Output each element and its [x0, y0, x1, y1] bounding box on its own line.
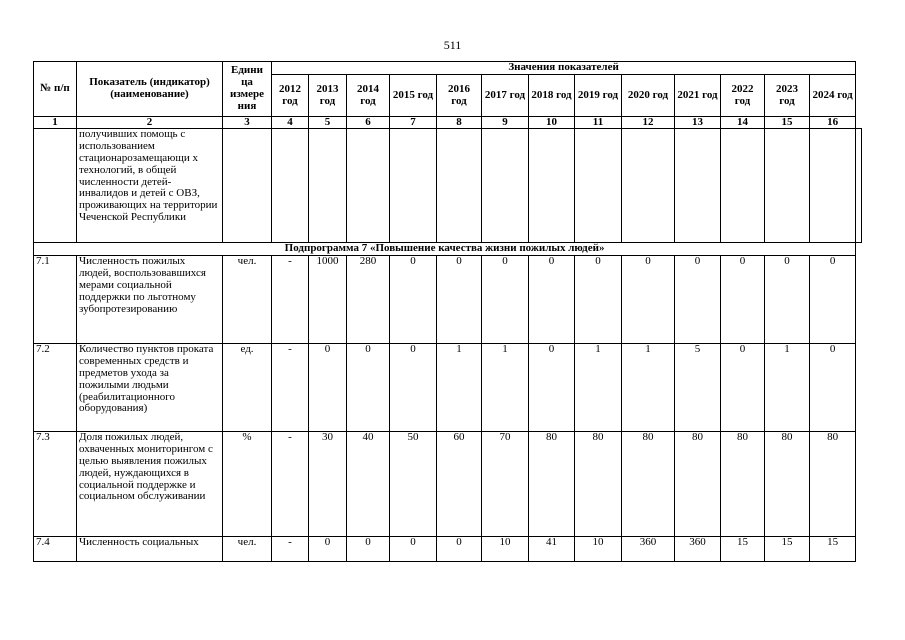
value-cell — [622, 129, 675, 243]
value-cell — [309, 129, 347, 243]
col-header-year: 2013 год — [309, 75, 347, 117]
value-cell: 10 — [482, 537, 529, 562]
table-row — [34, 537, 862, 562]
row-number: 7.1 — [34, 256, 77, 344]
column-index: 5 — [309, 117, 347, 129]
col-header-year: 2021 год — [675, 75, 721, 117]
indicator-name: Численность социальных — [77, 537, 223, 562]
column-index: 12 — [622, 117, 675, 129]
col-header-year: 2018 год — [529, 75, 575, 117]
value-cell: 0 — [437, 537, 482, 562]
col-header-values-group: Значения показателей — [272, 62, 856, 75]
value-cell — [437, 129, 482, 243]
value-cell: - — [272, 344, 309, 432]
value-cell — [856, 129, 862, 243]
col-header-year: 2023 год — [765, 75, 810, 117]
value-cell: 0 — [437, 256, 482, 344]
value-cell: 15 — [810, 537, 856, 562]
indicator-name: Количество пунктов проката современных средств и предметов ухода за пожилыми людьми (реабилитационного оборудования) — [77, 344, 223, 432]
value-cell: 0 — [309, 344, 347, 432]
value-cell: 1 — [575, 344, 622, 432]
subprogram-title: Подпрограмма 7 «Повышение качества жизни пожилых людей» — [34, 243, 856, 256]
value-cell: 0 — [482, 256, 529, 344]
value-cell: 0 — [390, 256, 437, 344]
value-cell: 40 — [347, 432, 390, 537]
value-cell: 70 — [482, 432, 529, 537]
value-cell — [721, 129, 765, 243]
col-header-year: 2019 год — [575, 75, 622, 117]
value-cell: 0 — [347, 344, 390, 432]
col-header-year: 2014 год — [347, 75, 390, 117]
value-cell: 80 — [675, 432, 721, 537]
table-header-row — [34, 62, 862, 75]
value-cell: 60 — [437, 432, 482, 537]
value-cell: 80 — [575, 432, 622, 537]
value-cell: 0 — [390, 537, 437, 562]
value-cell: 0 — [721, 256, 765, 344]
page-number: 511 — [443, 38, 462, 52]
column-index: 15 — [765, 117, 810, 129]
column-index-row — [34, 117, 862, 129]
value-cell: 80 — [529, 432, 575, 537]
row-number: 7.4 — [34, 537, 77, 562]
value-cell: 80 — [622, 432, 675, 537]
unit-cell: ед. — [223, 344, 272, 432]
column-index: 11 — [575, 117, 622, 129]
value-cell: 0 — [309, 537, 347, 562]
column-index: 14 — [721, 117, 765, 129]
table-row — [34, 256, 862, 344]
value-cell — [390, 129, 437, 243]
value-cell: 0 — [810, 344, 856, 432]
col-header-number: № п/п — [34, 62, 77, 117]
value-cell: 15 — [765, 537, 810, 562]
value-cell: 0 — [810, 256, 856, 344]
value-cell: 0 — [765, 256, 810, 344]
value-cell: 360 — [675, 537, 721, 562]
column-index: 7 — [390, 117, 437, 129]
unit-cell — [223, 129, 272, 243]
value-cell: 15 — [721, 537, 765, 562]
subprogram-row — [34, 243, 862, 256]
column-index: 6 — [347, 117, 390, 129]
value-cell — [347, 129, 390, 243]
value-cell: 0 — [390, 344, 437, 432]
value-cell: 80 — [810, 432, 856, 537]
value-cell: 0 — [622, 256, 675, 344]
value-cell: 10 — [575, 537, 622, 562]
value-cell: - — [272, 256, 309, 344]
value-cell: 41 — [529, 537, 575, 562]
value-cell: 5 — [675, 344, 721, 432]
value-cell: - — [272, 537, 309, 562]
value-cell: 80 — [765, 432, 810, 537]
unit-cell: % — [223, 432, 272, 537]
value-cell: 30 — [309, 432, 347, 537]
value-cell: 0 — [675, 256, 721, 344]
row-number: 7.2 — [34, 344, 77, 432]
column-index: 9 — [482, 117, 529, 129]
value-cell — [765, 129, 810, 243]
row-number-cell — [34, 129, 77, 243]
value-cell: 360 — [622, 537, 675, 562]
row-number: 7.3 — [34, 432, 77, 537]
unit-cell: чел. — [223, 256, 272, 344]
value-cell: 80 — [721, 432, 765, 537]
value-cell: 280 — [347, 256, 390, 344]
value-cell: 0 — [347, 537, 390, 562]
value-cell: 0 — [529, 344, 575, 432]
value-cell: 50 — [390, 432, 437, 537]
col-header-year: 2022 год — [721, 75, 765, 117]
value-cell: 0 — [529, 256, 575, 344]
value-cell: 1 — [482, 344, 529, 432]
column-index: 3 — [223, 117, 272, 129]
value-cell — [810, 129, 856, 243]
indicators-table — [33, 61, 862, 562]
indicator-name: Численность пожилых людей, воспользовавшихся мерами социальной поддержки по льготному зубопротезированию — [77, 256, 223, 344]
value-cell: 1 — [437, 344, 482, 432]
col-header-unit: Едини ца измере ния — [223, 62, 272, 117]
table-row-continued — [34, 129, 862, 243]
value-cell — [529, 129, 575, 243]
value-cell — [482, 129, 529, 243]
value-cell: - — [272, 432, 309, 537]
col-header-year: 2024 год — [810, 75, 856, 117]
col-header-indicator: Показатель (индикатор) (наименование) — [77, 62, 223, 117]
column-index: 1 — [34, 117, 77, 129]
indicator-name: Доля пожилых людей, охваченных мониторингом с целью выявления пожилых людей, нуждающихся в социальной поддержке и социальном обслуживании — [77, 432, 223, 537]
value-cell: 0 — [575, 256, 622, 344]
value-cell: 1 — [765, 344, 810, 432]
table-row — [34, 344, 862, 432]
col-header-year: 2012 год — [272, 75, 309, 117]
col-header-year: 2015 год — [390, 75, 437, 117]
value-cell — [675, 129, 721, 243]
column-index: 8 — [437, 117, 482, 129]
column-index: 13 — [675, 117, 721, 129]
value-cell: 0 — [721, 344, 765, 432]
column-index: 2 — [77, 117, 223, 129]
indicator-name-continued: получивших помощь с использованием стационарозамещающи х технологий, в общей численности детей-инвалидов и детей с ОВЗ, проживающих на территории Чеченской Республики — [77, 129, 223, 243]
column-index: 10 — [529, 117, 575, 129]
column-index: 4 — [272, 117, 309, 129]
value-cell: 1 — [622, 344, 675, 432]
col-header-year: 2020 год — [622, 75, 675, 117]
col-header-year: 2016 год — [437, 75, 482, 117]
col-header-year: 2017 год — [482, 75, 529, 117]
column-index: 16 — [810, 117, 856, 129]
value-cell — [575, 129, 622, 243]
value-cell — [272, 129, 309, 243]
table-row — [34, 432, 862, 537]
unit-cell: чел. — [223, 537, 272, 562]
value-cell: 1000 — [309, 256, 347, 344]
